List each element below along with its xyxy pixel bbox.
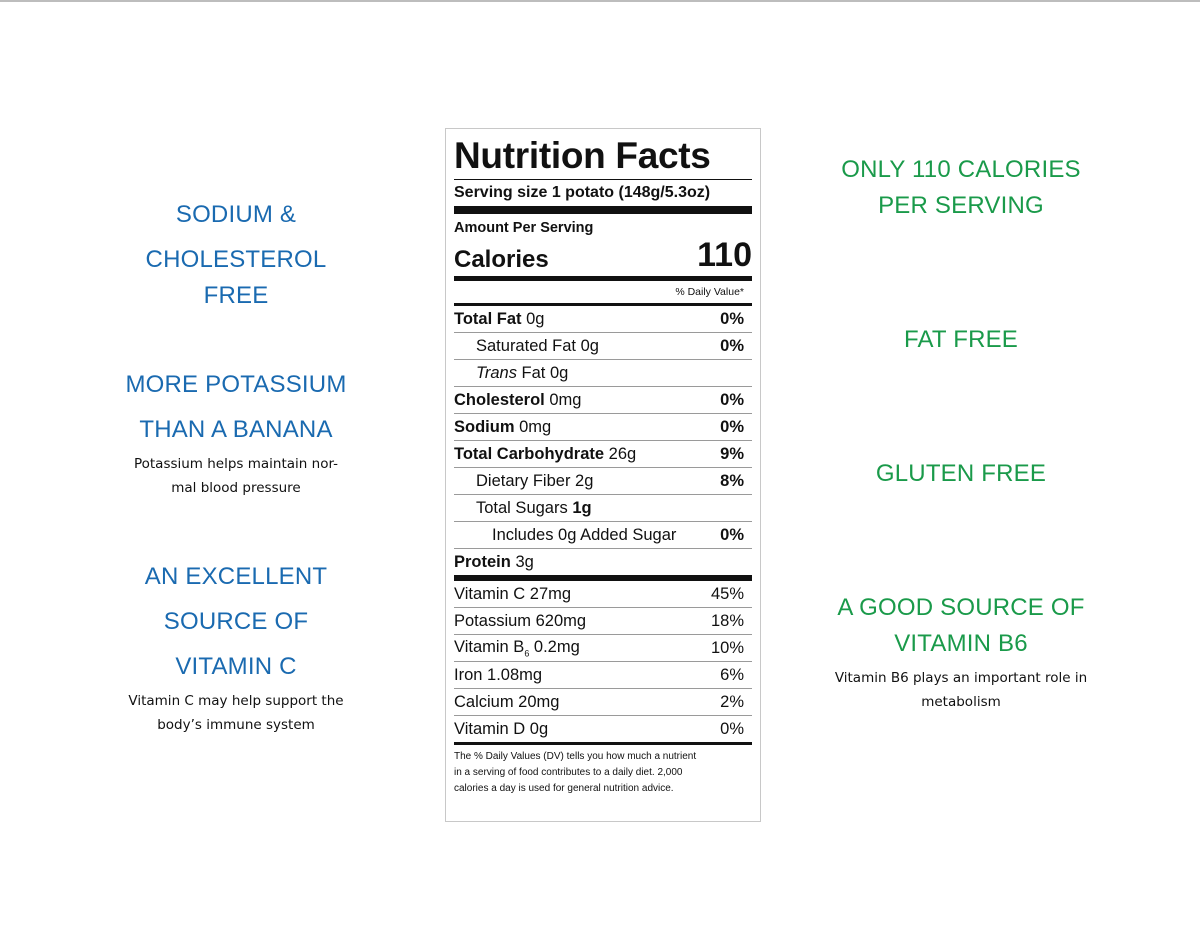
daily-value-footnote [454,745,752,797]
nutrient-dv: 0% [720,390,744,409]
vitamin-row [454,634,752,661]
vitamin-dv: 45% [710,584,744,603]
nutrition-facts-label [445,128,761,822]
nutrient-name [454,472,593,491]
nutrient-amount: 0mg [519,417,552,436]
claim-line: SODIUM & [175,201,297,228]
nutrient-dv: 0% [720,309,744,328]
claim-line: ONLY 110 CALORIES [841,156,1081,183]
nutrient-row [454,467,752,494]
vitamin-row [454,581,752,607]
calories-value: 110 [697,236,752,274]
top-border [0,0,1200,2]
nutrient-label: Includes 0g Added Sugar [492,525,677,544]
serving-size: Serving size 1 potato (148g/5.3oz) [454,184,711,201]
nutrient-row [454,413,752,440]
nutrient-name [454,499,592,518]
nutrient-name [454,553,534,572]
vitamin-dv: 6% [720,665,744,684]
claim-note: metabolism [921,694,1001,710]
nutrient-label: Saturated Fat [476,336,576,355]
nutrient-amount: 0mg [549,390,582,409]
claim-note: body’s immune system [157,717,315,733]
claim-note: Potassium helps maintain nor- [133,456,339,472]
nutrient-row [454,440,752,467]
nutrient-row [454,386,752,413]
calories-label: Calories [454,246,549,273]
vitamin-dv: 2% [720,692,744,711]
nutrient-name [454,445,636,464]
nutrient-dv: 0% [720,417,744,436]
nutrient-label: Total Fat [454,309,522,328]
claim-line: VITAMIN B6 [894,630,1028,657]
nutrient-dv: 0% [720,525,744,544]
nutrient-amount: 26g [608,444,637,463]
vitamin-name [454,638,580,658]
nutrient-row [454,548,752,575]
vitamin-row [454,607,752,634]
nutrient-row [454,521,752,548]
nutrient-name [454,337,599,356]
nutrient-row [454,494,752,521]
calories-row [454,236,752,274]
nutrient-name [454,310,544,329]
nutrient-label: Total Sugars [476,498,568,517]
nutrient-amount: 1g [572,498,592,517]
nutrient-label: Total Carbohydrate [454,444,605,463]
claim-note: Vitamin B6 plays an important role in [834,670,1088,686]
footnote-line: The % Daily Values (DV) tells you how much a nutrient [454,751,697,762]
claim-line: CHOLESTEROL [145,246,327,273]
vitamin-name-post: 0.2mg [529,637,580,656]
claim-fat-free [800,322,1122,358]
amount-per-serving: Amount Per Serving [454,220,594,236]
claim-line: FAT FREE [903,326,1019,353]
claim-gluten-free [800,456,1122,492]
vitamin-row [454,715,752,742]
vitamin-name: Potassium 620mg [454,611,587,630]
claim-vitamin-c [86,554,386,737]
nutrient-amount: 0g [526,309,545,328]
vitamin-name: Iron 1.08mg [454,665,543,684]
nutrient-dv: 9% [720,444,744,463]
nutrient-dv: 8% [720,471,744,490]
vitamin-dv: 0% [720,719,744,738]
claim-note: Vitamin C may help support the [128,693,344,709]
claim-line: VITAMIN C [175,653,297,680]
claim-line: THAN A BANANA [139,416,333,443]
vitamin-dv: 18% [710,611,744,630]
nutrient-amount: 0g [549,363,569,382]
nutrient-label-italic: Trans [476,363,517,382]
claim-line: MORE POTASSIUM [125,371,347,398]
nutrient-amount: 2g [575,471,594,490]
vitamin-name: Vitamin C 27mg [454,584,572,603]
nutrient-name [454,526,676,545]
nutrient-label: Sodium [454,417,515,436]
nutrient-amount: 3g [515,552,534,571]
footnote-line: in a serving of food contributes to a daily diet. 2,000 [454,767,683,778]
claim-line: PER SERVING [878,192,1044,219]
nutrient-name [454,391,581,410]
claim-sodium-cholesterol-free [86,192,386,310]
nutrient-label: Dietary Fiber [476,471,571,490]
claim-110-calories [800,152,1122,224]
vitamin-name: Calcium 20mg [454,692,560,711]
nutrient-amount: 0g [580,336,599,355]
vitamin-row [454,688,752,715]
nutrient-row [454,359,752,386]
vitamin-name: Vitamin D 0g [454,719,549,738]
claim-vitamin-b6 [800,590,1122,714]
claim-line: SOURCE OF [163,608,309,635]
vitamin-dv: 10% [710,638,744,657]
divider [454,206,752,214]
claim-note: mal blood pressure [171,480,301,496]
footnote-line: calories a day is used for general nutrition advice. [454,783,674,794]
nutrient-name [454,418,551,437]
vitamin-row [454,661,752,688]
nutrient-name [454,364,568,383]
claim-line: FREE [203,282,269,309]
label-title: Nutrition Facts [454,135,711,176]
nutrient-label: Protein [454,552,511,571]
claim-line: AN EXCELLENT [144,563,328,590]
daily-value-header: % Daily Value* [675,286,744,298]
vitamin-name-pre: Vitamin B [454,637,525,656]
nutrient-dv: 0% [720,336,744,355]
claim-more-potassium [86,362,386,500]
claim-line: A GOOD SOURCE OF [837,594,1085,621]
nutrient-label: Cholesterol [454,390,545,409]
nutrient-row [454,306,752,332]
claim-line: GLUTEN FREE [875,460,1047,487]
nutrient-label: Fat [521,363,546,382]
nutrient-row [454,332,752,359]
vitamin-name-sub: 6 [524,648,530,659]
